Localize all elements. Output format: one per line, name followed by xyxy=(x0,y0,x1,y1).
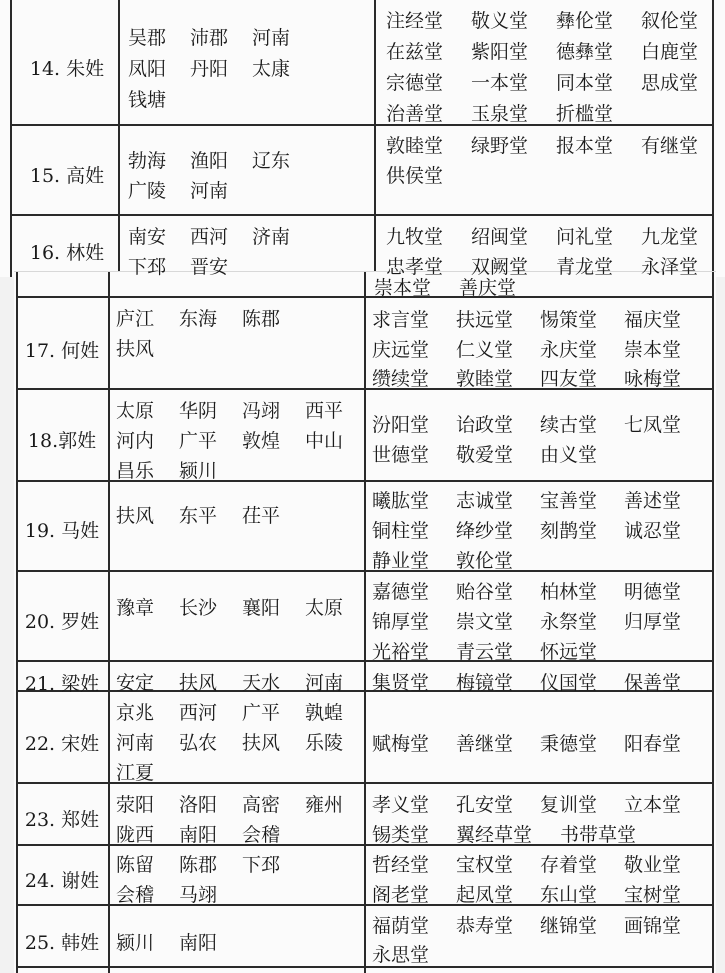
hall-name: 彝伦堂 xyxy=(556,10,614,32)
place-name: 河南 xyxy=(252,27,291,49)
hall-name: 敬业堂 xyxy=(624,854,682,876)
hall-name: 仪国堂 xyxy=(540,672,598,694)
place-line xyxy=(116,396,368,423)
place-name: 颍川 xyxy=(179,460,218,482)
hall-name: 缵续堂 xyxy=(372,368,430,390)
surname-label: 16. 林姓 xyxy=(29,242,105,264)
hall-line xyxy=(386,161,471,188)
hall-name: 东山堂 xyxy=(540,884,598,906)
hall-name: 刻鹊堂 xyxy=(540,520,598,542)
hall-line xyxy=(372,305,708,332)
hall-name: 永庆堂 xyxy=(540,339,598,361)
hall-name: 折槛堂 xyxy=(556,103,614,125)
hall-name: 敬爱堂 xyxy=(456,444,514,466)
hall-name: 复训堂 xyxy=(540,794,598,816)
place-name: 雍州 xyxy=(305,794,344,816)
hall-line xyxy=(372,940,456,967)
place-name: 京兆 xyxy=(116,702,155,724)
surname-label: 19. 马姓 xyxy=(24,520,100,542)
place-name: 西平 xyxy=(305,400,344,422)
place-name: 襄阳 xyxy=(242,597,281,619)
place-line xyxy=(116,593,368,620)
hall-name: 孔安堂 xyxy=(456,794,514,816)
table-border-left xyxy=(10,0,12,277)
hall-line xyxy=(372,364,708,391)
place-line xyxy=(128,176,252,203)
place-name: 江夏 xyxy=(116,762,155,784)
hall-name: 由义堂 xyxy=(540,444,598,466)
place-name: 渔阳 xyxy=(190,150,229,172)
hall-line xyxy=(372,440,624,467)
hall-name: 叙伦堂 xyxy=(641,10,699,32)
place-name: 河南 xyxy=(305,672,344,694)
place-name: 安定 xyxy=(116,672,155,694)
hall-name: 永泽堂 xyxy=(641,256,699,278)
place-name: 南安 xyxy=(128,226,167,248)
hall-name: 宝善堂 xyxy=(540,490,598,512)
row-divider xyxy=(16,966,714,968)
hall-name: 咏梅堂 xyxy=(624,368,682,390)
place-name: 钱塘 xyxy=(128,89,167,111)
place-name: 敦煌 xyxy=(242,430,281,452)
surname-label: 25. 韩姓 xyxy=(24,932,100,954)
hall-name: 一本堂 xyxy=(471,72,529,94)
hall-name: 德彝堂 xyxy=(556,41,614,63)
place-line xyxy=(116,880,242,907)
place-name: 豫章 xyxy=(116,597,155,619)
place-name: 下邳 xyxy=(128,256,167,278)
hall-name: 续古堂 xyxy=(540,414,598,436)
hall-line xyxy=(372,729,708,756)
place-line xyxy=(116,758,179,785)
place-name: 吴郡 xyxy=(128,27,167,49)
place-name: 东海 xyxy=(179,308,218,330)
place-name: 昌乐 xyxy=(116,460,155,482)
hall-name: 在兹堂 xyxy=(386,41,444,63)
place-name: 西河 xyxy=(179,702,218,724)
place-line xyxy=(116,728,368,755)
place-name: 扶风 xyxy=(116,338,155,360)
hall-line xyxy=(386,68,725,95)
hall-name: 玉泉堂 xyxy=(471,103,529,125)
hall-line xyxy=(372,577,708,604)
surname-label: 24. 谢姓 xyxy=(24,870,100,892)
hall-line xyxy=(386,131,725,158)
hall-name: 梅镜堂 xyxy=(456,672,514,694)
hall-name: 惕策堂 xyxy=(540,309,598,331)
place-name: 会稽 xyxy=(242,824,281,846)
hall-line xyxy=(372,820,664,847)
place-name: 河内 xyxy=(116,430,155,452)
place-name: 广平 xyxy=(179,430,218,452)
place-name: 太原 xyxy=(116,400,155,422)
hall-name: 扶远堂 xyxy=(456,309,514,331)
hall-line xyxy=(374,273,544,300)
hall-name: 供侯堂 xyxy=(386,165,444,187)
hall-line xyxy=(372,911,708,938)
hall-name: 善述堂 xyxy=(624,490,682,512)
hall-name: 宝树堂 xyxy=(624,884,682,906)
hall-line xyxy=(372,880,708,907)
hall-line xyxy=(372,516,708,543)
hall-name: 宝权堂 xyxy=(456,854,514,876)
hall-name: 有继堂 xyxy=(641,135,699,157)
place-name: 太原 xyxy=(305,597,344,619)
place-name: 河南 xyxy=(116,732,155,754)
hall-name: 赋梅堂 xyxy=(372,733,430,755)
hall-line xyxy=(386,6,725,33)
surname-label: 20. 罗姓 xyxy=(24,611,100,633)
place-name: 南阳 xyxy=(179,932,218,954)
hall-name: 世德堂 xyxy=(372,444,430,466)
place-name: 茌平 xyxy=(242,505,281,527)
place-name: 广陵 xyxy=(128,180,167,202)
hall-line xyxy=(372,335,708,362)
hall-name: 立本堂 xyxy=(624,794,682,816)
hall-name: 报本堂 xyxy=(556,135,614,157)
hall-name: 白鹿堂 xyxy=(641,41,699,63)
hall-name: 存着堂 xyxy=(540,854,598,876)
place-name: 洛阳 xyxy=(179,794,218,816)
table-border-right xyxy=(712,272,714,973)
place-name: 南阳 xyxy=(179,824,218,846)
hall-name: 绛纱堂 xyxy=(456,520,514,542)
place-name: 中山 xyxy=(305,430,344,452)
place-name: 广平 xyxy=(242,702,281,724)
hall-name: 光裕堂 xyxy=(372,641,430,663)
hall-line xyxy=(372,637,624,664)
hall-name: 铜柱堂 xyxy=(372,520,430,542)
hall-line xyxy=(372,486,708,513)
hall-name: 四友堂 xyxy=(540,368,598,390)
surname-label: 14. 朱姓 xyxy=(29,58,105,80)
hall-line xyxy=(372,410,708,437)
hall-name: 贻谷堂 xyxy=(456,581,514,603)
place-line xyxy=(128,252,252,279)
place-name: 华阴 xyxy=(179,400,218,422)
hall-line xyxy=(372,790,708,817)
table-border-col1 xyxy=(108,272,110,973)
hall-name: 崇本堂 xyxy=(624,339,682,361)
hall-name: 善庆堂 xyxy=(459,277,517,299)
hall-name: 诚忍堂 xyxy=(624,520,682,542)
table-border-col2 xyxy=(374,0,376,277)
hall-name: 治善堂 xyxy=(386,103,444,125)
place-name: 西河 xyxy=(190,226,229,248)
hall-name: 福庆堂 xyxy=(624,309,682,331)
hall-name: 敦伦堂 xyxy=(456,550,514,572)
hall-name: 画锦堂 xyxy=(624,915,682,937)
hall-name: 绿野堂 xyxy=(471,135,529,157)
place-name: 荥阳 xyxy=(116,794,155,816)
hall-name: 问礼堂 xyxy=(556,226,614,248)
place-name: 陈郡 xyxy=(242,308,281,330)
place-name: 辽东 xyxy=(252,150,291,172)
place-name: 马翊 xyxy=(179,884,218,906)
place-name: 高密 xyxy=(242,794,281,816)
hall-name: 善继堂 xyxy=(456,733,514,755)
hall-name: 锡类堂 xyxy=(372,824,430,846)
hall-name: 庆远堂 xyxy=(372,339,430,361)
place-name: 扶风 xyxy=(179,672,218,694)
hall-name: 崇文堂 xyxy=(456,611,514,633)
place-name: 沛郡 xyxy=(190,27,229,49)
hall-name: 柏林堂 xyxy=(540,581,598,603)
hall-line xyxy=(386,222,725,249)
place-name: 东平 xyxy=(179,505,218,527)
hall-name: 书带草堂 xyxy=(560,824,637,846)
hall-name: 注经堂 xyxy=(386,10,444,32)
place-name: 晋安 xyxy=(190,256,229,278)
place-name: 陈留 xyxy=(116,854,155,876)
surname-label: 15. 高姓 xyxy=(29,165,105,187)
place-line xyxy=(116,698,368,725)
hall-line xyxy=(372,607,708,634)
row-divider xyxy=(16,296,714,298)
table-border-col2 xyxy=(364,272,366,973)
place-line xyxy=(116,456,242,483)
hall-name: 青云堂 xyxy=(456,641,514,663)
hall-name: 孝义堂 xyxy=(372,794,430,816)
hall-line xyxy=(372,850,708,877)
place-name: 丹阳 xyxy=(190,58,229,80)
hall-name: 归厚堂 xyxy=(624,611,682,633)
hall-name: 诒政堂 xyxy=(456,414,514,436)
place-name: 陇西 xyxy=(116,824,155,846)
hall-line xyxy=(386,37,725,64)
hall-name: 曦肱堂 xyxy=(372,490,430,512)
hall-name: 仁义堂 xyxy=(456,339,514,361)
hall-name: 敦睦堂 xyxy=(386,135,444,157)
place-line xyxy=(116,426,368,453)
hall-name: 秉德堂 xyxy=(540,733,598,755)
hall-line xyxy=(372,668,708,695)
place-line xyxy=(128,23,314,50)
hall-name: 紫阳堂 xyxy=(471,41,529,63)
place-line xyxy=(116,790,368,817)
place-name: 济南 xyxy=(252,226,291,248)
place-name: 下邳 xyxy=(242,854,281,876)
hall-name: 敬义堂 xyxy=(471,10,529,32)
hall-name: 敦睦堂 xyxy=(456,368,514,390)
surname-label: 18.郭姓 xyxy=(27,430,97,452)
place-name: 会稽 xyxy=(116,884,155,906)
hall-name: 永思堂 xyxy=(372,944,430,966)
place-name: 勃海 xyxy=(128,150,167,172)
place-line xyxy=(116,334,179,361)
place-name: 天水 xyxy=(242,672,281,694)
table-border-col1 xyxy=(118,0,120,277)
surname-label: 22. 宋姓 xyxy=(24,733,100,755)
place-line xyxy=(116,820,305,847)
place-name: 太康 xyxy=(252,58,291,80)
place-name: 陈郡 xyxy=(179,854,218,876)
hall-name: 阁老堂 xyxy=(372,884,430,906)
hall-name: 七凤堂 xyxy=(624,414,682,436)
place-line xyxy=(116,304,305,331)
hall-name: 青龙堂 xyxy=(556,256,614,278)
place-line xyxy=(116,501,305,528)
hall-name: 保善堂 xyxy=(624,672,682,694)
surname-label: 21. 梁姓 xyxy=(24,673,100,695)
place-line xyxy=(116,850,305,877)
place-name: 冯翊 xyxy=(242,400,281,422)
place-name: 扶风 xyxy=(116,505,155,527)
hall-name: 九牧堂 xyxy=(386,226,444,248)
hall-name: 怀远堂 xyxy=(540,641,598,663)
hall-name: 哲经堂 xyxy=(372,854,430,876)
place-line xyxy=(128,54,314,81)
hall-name: 静业堂 xyxy=(372,550,430,572)
surname-label: 23. 郑姓 xyxy=(24,809,100,831)
hall-name: 崇本堂 xyxy=(374,277,432,299)
place-name: 弘农 xyxy=(179,732,218,754)
hall-name: 同本堂 xyxy=(556,72,614,94)
hall-name: 汾阳堂 xyxy=(372,414,430,436)
place-name: 颍川 xyxy=(116,932,155,954)
hall-name: 福荫堂 xyxy=(372,915,430,937)
hall-name: 双阙堂 xyxy=(471,256,529,278)
place-line xyxy=(116,668,368,695)
surname-label: 17. 何姓 xyxy=(24,340,100,362)
hall-name: 志诚堂 xyxy=(456,490,514,512)
hall-name: 永祭堂 xyxy=(540,611,598,633)
hall-name: 恭寿堂 xyxy=(456,915,514,937)
place-line xyxy=(128,146,314,173)
hall-name: 九龙堂 xyxy=(641,226,699,248)
hall-name: 明德堂 xyxy=(624,581,682,603)
hall-name: 起凤堂 xyxy=(456,884,514,906)
hall-name: 嘉德堂 xyxy=(372,581,430,603)
place-name: 长沙 xyxy=(179,597,218,619)
place-name: 扶风 xyxy=(242,732,281,754)
hall-name: 阳春堂 xyxy=(624,733,682,755)
hall-name: 绍闽堂 xyxy=(471,226,529,248)
hall-name: 求言堂 xyxy=(372,309,430,331)
hall-name: 集贤堂 xyxy=(372,672,430,694)
place-name: 河南 xyxy=(190,180,229,202)
place-name: 孰蝗 xyxy=(305,702,344,724)
hall-name: 翼经草堂 xyxy=(456,824,533,846)
place-name: 庐江 xyxy=(116,308,155,330)
hall-name: 忠孝堂 xyxy=(386,256,444,278)
hall-line xyxy=(372,546,540,573)
place-name: 乐陵 xyxy=(305,732,344,754)
hall-name: 宗德堂 xyxy=(386,72,444,94)
place-line xyxy=(128,222,314,249)
row-divider xyxy=(10,214,714,216)
place-line xyxy=(128,85,190,112)
hall-name: 锦厚堂 xyxy=(372,611,430,633)
row-divider xyxy=(16,570,714,572)
hall-name: 继锦堂 xyxy=(540,915,598,937)
hall-name: 思成堂 xyxy=(641,72,699,94)
hall-line xyxy=(386,99,641,126)
place-line xyxy=(116,928,242,955)
place-name: 凤阳 xyxy=(128,58,167,80)
